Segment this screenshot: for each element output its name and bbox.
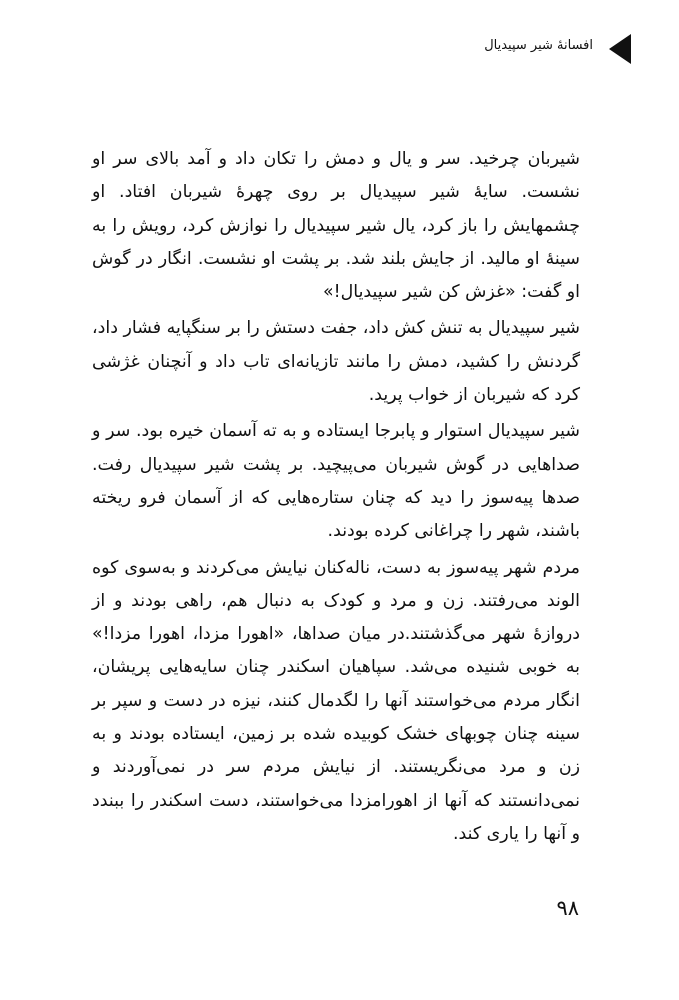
header-triangle-marker-icon <box>609 34 631 64</box>
running-header <box>431 34 631 56</box>
paragraph-4: مردم شهر پیه‌سوز به دست، ناله‌کنان نیایش می‌کردند و به‌سوی کوه الوند می‌رفتند. زن و مرد و کودک به دنبال هم، راهی بودند و از دروازهٔ شهر می‌گذشتند.در میان صداها، «اهورا مزدا، اهورا مزدا!» به خوبی شنیده می‌شد. سپاهیان اسکندر چنان سایه‌هایی پریشان، انگار مردم می‌خواستند آنها را لگدمال کنند، نیزه در دست و سپر بر سینه چنان چوبهای خشک کوبیده شده بر زمین، ایستاده بودند و به زن و مرد می‌نگریستند. از نیایش مردم سر در نمی‌آوردند و نمی‌دانستند که آنها از اهورامزدا می‌خواستند، دست اسکندر را ببندد و آنها را یاری کند. <box>92 557 580 844</box>
page-number: ۹۸ <box>556 896 579 920</box>
paragraph-3: شیر سپیدیال استوار و پابرجا ایستاده و به ته آسمان خیره بود. سر و صداهایی در گوش شیربان می‌پیچید. بر پشت شیر سپیدیال رفت. صدها پیه‌سوز را دید که چنان ستاره‌هایی که از آسمان فرو ریخته باشند، شهر را چراغانی کرده بودند. <box>92 421 580 542</box>
paragraph-2: شیر سپیدیال به تنش کش داد، جفت دستش را بر سنگپایه فشار داد، گردنش را کشید، دمش را مانند تازیانه‌ای تاب داد و آنچنان غژشی کرد که شیربان از خواب پرید. <box>92 318 580 406</box>
running-header-title: افسانهٔ شیر سپیدیال <box>484 38 593 53</box>
body-text <box>92 143 580 854</box>
paragraph-1: شیربان چرخید. سر و یال و دمش را تکان داد و آمد بالای سر او نشست. سایهٔ شیر سپیدیال بر روی چهرهٔ شیربان افتاد. او چشمهایش را باز کرد، یال شیر سپیدیال را نوازش کرد، رویش را به سینهٔ او مالید. از جایش بلند شد. بر پشت او نشست. انگار در گوش او گفت: «غزش کن شیر سپیدیال!» <box>92 149 580 303</box>
